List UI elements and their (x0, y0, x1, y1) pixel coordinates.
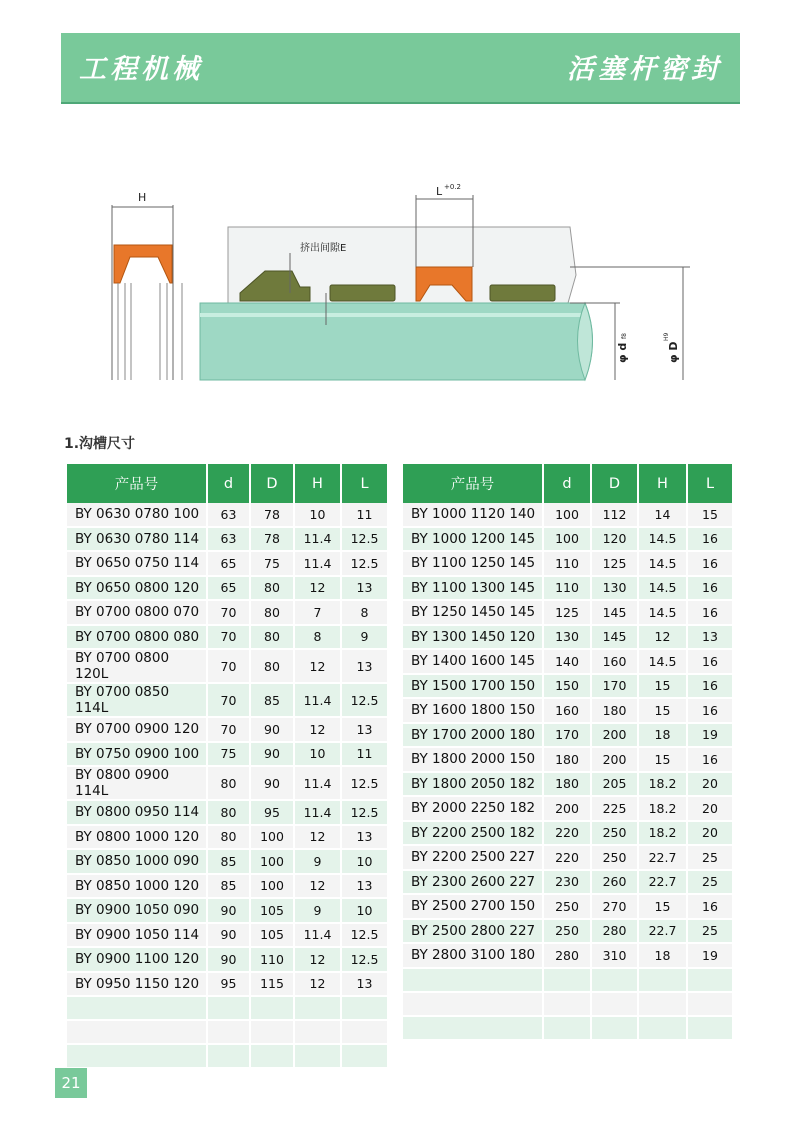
dimension-cell: 250 (544, 895, 592, 920)
dimension-cell: 20 (688, 822, 732, 847)
table-row (67, 767, 387, 801)
dimension-cell: 16 (688, 748, 732, 773)
dimension-cell: 20 (688, 797, 732, 822)
table-row (67, 973, 387, 998)
empty-cell (592, 993, 639, 1017)
dimension-cell: 110 (251, 948, 295, 973)
header-title-right: 活塞杆密封 (567, 54, 722, 85)
dimension-cell: 78 (251, 503, 295, 528)
empty-cell (295, 1045, 342, 1069)
dimension-cell: 18 (639, 944, 688, 969)
dimension-cell: 15 (639, 675, 688, 700)
label-extrusion-gap: 挤出间隙E (300, 243, 347, 254)
dimension-cell: 15 (639, 699, 688, 724)
dimension-cell: 105 (251, 924, 295, 949)
column-header: H (639, 464, 688, 503)
table-row (67, 718, 387, 743)
table-row (403, 822, 732, 847)
dimension-cell: 90 (208, 899, 251, 924)
product-code-cell: BY 2300 2600 227 (403, 871, 544, 896)
dimension-cell: 12 (639, 626, 688, 651)
label-rod-diameter: φ d (616, 342, 629, 363)
label-l: L (436, 185, 443, 198)
dimension-cell: 18 (639, 724, 688, 749)
empty-cell (208, 997, 251, 1021)
dimension-cell: 11 (342, 503, 387, 528)
table-header-row (403, 464, 732, 503)
product-code-cell: BY 0630 0780 100 (67, 503, 208, 528)
dimension-cell: 8 (295, 626, 342, 651)
dimension-cell: 13 (342, 826, 387, 851)
empty-cell (403, 969, 544, 993)
dimension-cell: 16 (688, 528, 732, 553)
product-code-cell: BY 2500 2800 227 (403, 920, 544, 945)
dimension-cell: 10 (342, 899, 387, 924)
dimension-cell: 230 (544, 871, 592, 896)
product-code-cell: BY 0750 0900 100 (67, 743, 208, 768)
dimension-cell: 10 (295, 503, 342, 528)
dimension-cell: 110 (544, 577, 592, 602)
dimension-cell: 80 (251, 577, 295, 602)
dimension-cell: 75 (251, 552, 295, 577)
dimension-cell: 11.4 (295, 528, 342, 553)
table-row (403, 724, 732, 749)
dimension-cell: 18.2 (639, 797, 688, 822)
table-row (67, 577, 387, 602)
column-header: d (208, 464, 251, 503)
section-heading: 1.沟槽尺寸 (64, 436, 136, 452)
dimension-cell: 90 (251, 743, 295, 768)
table-row (67, 826, 387, 851)
dimension-cell: 145 (592, 626, 639, 651)
dimension-cell: 19 (688, 724, 732, 749)
table-row (403, 920, 732, 945)
dimension-cell: 14.5 (639, 528, 688, 553)
groove-table-right (403, 464, 732, 1041)
dimension-cell: 7 (295, 601, 342, 626)
dimension-cell: 18.2 (639, 773, 688, 798)
empty-cell (208, 1045, 251, 1069)
dimension-cell: 85 (251, 684, 295, 718)
product-code-cell: BY 1000 1200 145 (403, 528, 544, 553)
dimension-cell: 65 (208, 577, 251, 602)
empty-row (67, 1045, 387, 1069)
dimension-cell: 11.4 (295, 552, 342, 577)
empty-cell (67, 1021, 208, 1045)
dimension-cell: 310 (592, 944, 639, 969)
dimension-cell: 112 (592, 503, 639, 528)
dimension-cell: 14.5 (639, 650, 688, 675)
dimension-cell: 12.5 (342, 767, 387, 801)
table-row (67, 552, 387, 577)
page-number: 21 (55, 1068, 87, 1098)
table-row (403, 503, 732, 528)
empty-row (403, 993, 732, 1017)
dimension-cell: 180 (544, 748, 592, 773)
product-code-cell: BY 2000 2250 182 (403, 797, 544, 822)
dimension-cell: 63 (208, 528, 251, 553)
dimension-cell: 250 (592, 846, 639, 871)
column-header: L (688, 464, 732, 503)
product-code-cell: BY 0900 1050 090 (67, 899, 208, 924)
table-row (403, 944, 732, 969)
product-code-cell: BY 0900 1050 114 (67, 924, 208, 949)
groove-table-left (67, 464, 387, 1069)
dimension-cell: 12 (295, 718, 342, 743)
product-code-cell: BY 1800 2050 182 (403, 773, 544, 798)
dimension-cell: 12 (295, 875, 342, 900)
label-bore-tolerance: H9 (663, 332, 670, 341)
product-code-cell: BY 0650 0800 120 (67, 577, 208, 602)
column-header: L (342, 464, 387, 503)
dimension-cell: 180 (592, 699, 639, 724)
empty-row (67, 997, 387, 1021)
empty-cell (639, 969, 688, 993)
dimension-cell: 11 (342, 743, 387, 768)
dimension-cell: 13 (342, 577, 387, 602)
dimension-cell: 125 (544, 601, 592, 626)
guide-ring-1 (330, 285, 395, 301)
empty-cell (342, 1045, 387, 1069)
table-row (67, 626, 387, 651)
dimension-cell: 205 (592, 773, 639, 798)
product-code-cell: BY 1100 1300 145 (403, 577, 544, 602)
dimension-cell: 11.4 (295, 801, 342, 826)
table-row (403, 797, 732, 822)
empty-row (403, 1017, 732, 1041)
dimension-cell: 80 (208, 826, 251, 851)
empty-cell (67, 997, 208, 1021)
product-code-cell: BY 0700 0850 114L (67, 684, 208, 718)
table-row (67, 684, 387, 718)
dimension-cell: 80 (208, 767, 251, 801)
guide-ring-2 (490, 285, 555, 301)
column-header: H (295, 464, 342, 503)
table-row (67, 850, 387, 875)
dimension-cell: 150 (544, 675, 592, 700)
column-header: d (544, 464, 592, 503)
dimension-cell: 95 (251, 801, 295, 826)
dimension-cell: 18.2 (639, 822, 688, 847)
dimension-cell: 220 (544, 822, 592, 847)
dimension-cell: 280 (544, 944, 592, 969)
product-code-cell: BY 1600 1800 150 (403, 699, 544, 724)
dimension-cell: 125 (592, 552, 639, 577)
table-row (403, 699, 732, 724)
empty-cell (251, 997, 295, 1021)
dimension-cell: 115 (251, 973, 295, 998)
dimension-cell: 22.7 (639, 846, 688, 871)
dimension-cell: 16 (688, 650, 732, 675)
table-row (67, 924, 387, 949)
product-code-cell: BY 0700 0800 080 (67, 626, 208, 651)
dimension-cell: 10 (342, 850, 387, 875)
empty-cell (688, 969, 732, 993)
dimension-cell: 85 (208, 850, 251, 875)
product-code-cell: BY 0800 0900 114L (67, 767, 208, 801)
empty-cell (544, 1017, 592, 1041)
dimension-cell: 12.5 (342, 801, 387, 826)
dimension-cell: 16 (688, 699, 732, 724)
dimension-cell: 70 (208, 718, 251, 743)
dimension-cell: 100 (544, 528, 592, 553)
dimension-cell: 85 (208, 875, 251, 900)
dimension-cell: 9 (295, 899, 342, 924)
dimension-cell: 12.5 (342, 552, 387, 577)
empty-cell (592, 969, 639, 993)
dimension-cell: 11.4 (295, 684, 342, 718)
seal-groove-diagram (100, 175, 720, 390)
empty-cell (251, 1021, 295, 1045)
dimension-cell: 10 (295, 743, 342, 768)
product-code-cell: BY 0800 0950 114 (67, 801, 208, 826)
dimension-cell: 100 (251, 826, 295, 851)
dimension-cell: 12 (295, 650, 342, 684)
dimension-cell: 70 (208, 684, 251, 718)
dimension-cell: 16 (688, 577, 732, 602)
dimension-cell: 160 (592, 650, 639, 675)
dimension-cell: 12 (295, 826, 342, 851)
dimension-cell: 13 (342, 650, 387, 684)
dimension-cell: 200 (544, 797, 592, 822)
dimension-cell: 80 (208, 801, 251, 826)
dimension-cell: 14.5 (639, 577, 688, 602)
dimension-cell: 130 (592, 577, 639, 602)
seal-profile-standalone (112, 191, 182, 380)
empty-cell (208, 1021, 251, 1045)
dimension-cell: 9 (342, 626, 387, 651)
product-code-cell: BY 2800 3100 180 (403, 944, 544, 969)
dimension-cell: 9 (295, 850, 342, 875)
dimension-cell: 12.5 (342, 924, 387, 949)
empty-cell (544, 969, 592, 993)
table-row (403, 748, 732, 773)
dimension-cell: 8 (342, 601, 387, 626)
table-row (67, 948, 387, 973)
empty-cell (688, 993, 732, 1017)
dimension-cell: 15 (639, 748, 688, 773)
table-row (67, 875, 387, 900)
product-code-cell: BY 1250 1450 145 (403, 601, 544, 626)
dimension-cell: 12.5 (342, 528, 387, 553)
dimension-cell: 90 (208, 948, 251, 973)
empty-cell (639, 993, 688, 1017)
table-row (67, 503, 387, 528)
product-code-cell: BY 0650 0750 114 (67, 552, 208, 577)
product-code-cell: BY 1300 1450 120 (403, 626, 544, 651)
dimension-cell: 130 (544, 626, 592, 651)
column-header: 产品号 (67, 464, 208, 503)
product-code-cell: BY 0700 0900 120 (67, 718, 208, 743)
column-header: D (251, 464, 295, 503)
page-header (61, 33, 740, 104)
label-rod-tolerance: f8 (621, 333, 628, 339)
empty-row (67, 1021, 387, 1045)
product-code-cell: BY 1500 1700 150 (403, 675, 544, 700)
dimension-cell: 200 (592, 748, 639, 773)
dimension-cell: 270 (592, 895, 639, 920)
dimension-cell: 20 (688, 773, 732, 798)
dimension-cell: 13 (688, 626, 732, 651)
dimension-cell: 225 (592, 797, 639, 822)
empty-cell (688, 1017, 732, 1041)
table-row (67, 743, 387, 768)
dimension-cell: 78 (251, 528, 295, 553)
dimension-cell: 63 (208, 503, 251, 528)
dimension-cell: 250 (544, 920, 592, 945)
table-header-row (67, 464, 387, 503)
empty-cell (342, 1021, 387, 1045)
empty-cell (67, 1045, 208, 1069)
column-header: 产品号 (403, 464, 544, 503)
product-code-cell: BY 1700 2000 180 (403, 724, 544, 749)
product-code-cell: BY 0630 0780 114 (67, 528, 208, 553)
product-code-cell: BY 0700 0800 120L (67, 650, 208, 684)
table-body-left (67, 503, 387, 1069)
dimension-cell: 15 (688, 503, 732, 528)
table-row (403, 650, 732, 675)
dimension-cell: 16 (688, 601, 732, 626)
table-row (403, 577, 732, 602)
dimension-cell: 12.5 (342, 684, 387, 718)
dimension-cell: 170 (592, 675, 639, 700)
dimension-cell: 160 (544, 699, 592, 724)
dimension-cell: 19 (688, 944, 732, 969)
product-code-cell: BY 2200 2500 182 (403, 822, 544, 847)
header-title-left: 工程机械 (79, 54, 203, 85)
column-header: D (592, 464, 639, 503)
dimension-cell: 16 (688, 895, 732, 920)
dimension-cell: 95 (208, 973, 251, 998)
dimension-cell: 105 (251, 899, 295, 924)
table-row (67, 899, 387, 924)
table-row (67, 650, 387, 684)
empty-cell (251, 1045, 295, 1069)
table-body-right (403, 503, 732, 1041)
table-row (403, 846, 732, 871)
product-code-cell: BY 2200 2500 227 (403, 846, 544, 871)
dimension-cell: 14 (639, 503, 688, 528)
dimension-cell: 22.7 (639, 920, 688, 945)
dimension-cell: 90 (251, 718, 295, 743)
dimension-cell: 22.7 (639, 871, 688, 896)
dimension-cell: 250 (592, 822, 639, 847)
dimension-cell: 140 (544, 650, 592, 675)
empty-row (403, 969, 732, 993)
dimension-cell: 14.5 (639, 601, 688, 626)
empty-cell (403, 1017, 544, 1041)
dimension-cell: 170 (544, 724, 592, 749)
dimension-cell: 13 (342, 973, 387, 998)
empty-cell (544, 993, 592, 1017)
label-bore-diameter: φ D (667, 341, 680, 363)
dimension-cell: 80 (251, 626, 295, 651)
empty-cell (342, 997, 387, 1021)
table-row (403, 601, 732, 626)
product-code-cell: BY 0850 1000 090 (67, 850, 208, 875)
dimension-cell: 80 (251, 650, 295, 684)
dimension-cell: 15 (639, 895, 688, 920)
dimension-cell: 145 (592, 601, 639, 626)
product-code-cell: BY 2500 2700 150 (403, 895, 544, 920)
table-row (403, 895, 732, 920)
label-h: H (138, 191, 147, 204)
product-code-cell: BY 0700 0800 070 (67, 601, 208, 626)
dimension-cell: 25 (688, 920, 732, 945)
product-code-cell: BY 1000 1120 140 (403, 503, 544, 528)
dimension-cell: 100 (251, 850, 295, 875)
dimension-cell: 13 (342, 718, 387, 743)
dimension-cell: 70 (208, 626, 251, 651)
table-row (67, 528, 387, 553)
dimension-cell: 280 (592, 920, 639, 945)
empty-cell (639, 1017, 688, 1041)
dimension-cell: 25 (688, 871, 732, 896)
dimension-cell: 16 (688, 552, 732, 577)
dimension-cell: 100 (544, 503, 592, 528)
empty-cell (295, 997, 342, 1021)
dimension-cell: 12 (295, 973, 342, 998)
dimension-cell: 70 (208, 650, 251, 684)
dimension-cell: 90 (208, 924, 251, 949)
dimension-cell: 12 (295, 948, 342, 973)
dimension-cell: 100 (251, 875, 295, 900)
table-row (403, 675, 732, 700)
product-code-cell: BY 1800 2000 150 (403, 748, 544, 773)
dimension-cell: 110 (544, 552, 592, 577)
product-code-cell: BY 0950 1150 120 (67, 973, 208, 998)
empty-cell (592, 1017, 639, 1041)
dimension-cell: 200 (592, 724, 639, 749)
table-row (403, 626, 732, 651)
table-row (403, 528, 732, 553)
dimension-cell: 25 (688, 846, 732, 871)
dimension-cell: 11.4 (295, 924, 342, 949)
table-row (403, 552, 732, 577)
dimension-cell: 90 (251, 767, 295, 801)
dimension-cell: 65 (208, 552, 251, 577)
dimension-cell: 220 (544, 846, 592, 871)
table-row (67, 801, 387, 826)
table-row (67, 601, 387, 626)
dimension-cell: 12.5 (342, 948, 387, 973)
dimension-cell: 180 (544, 773, 592, 798)
label-l-tolerance: +0.2 (444, 183, 461, 191)
product-code-cell: BY 0900 1100 120 (67, 948, 208, 973)
table-row (403, 871, 732, 896)
product-code-cell: BY 1400 1600 145 (403, 650, 544, 675)
dimension-cell: 120 (592, 528, 639, 553)
dimension-cell: 75 (208, 743, 251, 768)
dimension-cell: 12 (295, 577, 342, 602)
dimension-cell: 11.4 (295, 767, 342, 801)
dimension-cell: 14.5 (639, 552, 688, 577)
table-row (403, 773, 732, 798)
product-code-cell: BY 0800 1000 120 (67, 826, 208, 851)
dimension-cell: 70 (208, 601, 251, 626)
empty-cell (295, 1021, 342, 1045)
dimension-cell: 260 (592, 871, 639, 896)
dimension-cell: 16 (688, 675, 732, 700)
product-code-cell: BY 1100 1250 145 (403, 552, 544, 577)
empty-cell (403, 993, 544, 1017)
product-code-cell: BY 0850 1000 120 (67, 875, 208, 900)
dimension-cell: 13 (342, 875, 387, 900)
dimension-cell: 80 (251, 601, 295, 626)
